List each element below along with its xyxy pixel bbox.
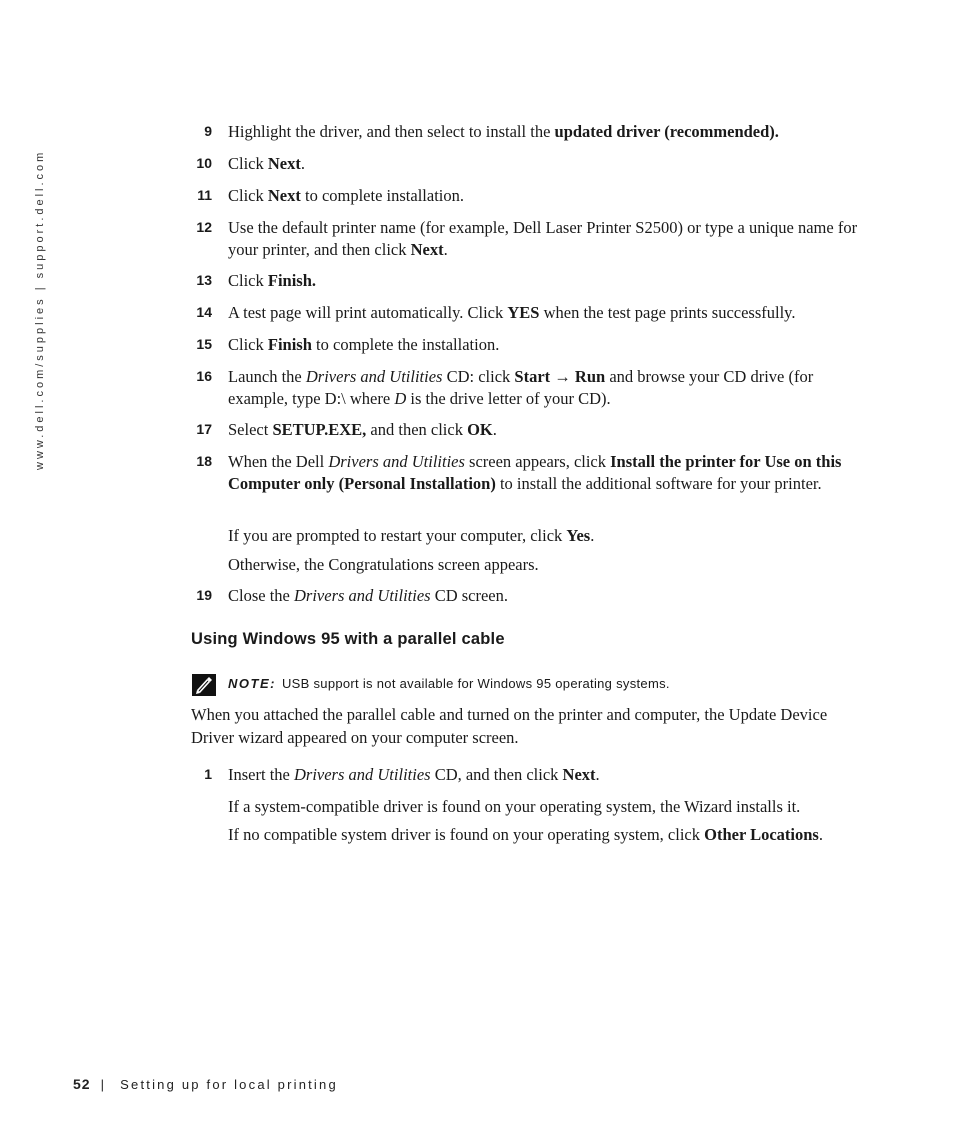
step-19 [196,585,858,607]
step-text: Click [228,335,268,354]
step-bold: Next [267,186,301,205]
step-text: Highlight the driver, and then select to install the [228,122,555,141]
step-text: and then click [366,420,468,439]
step-bold: YES [507,303,540,322]
step-text: Click [228,154,268,173]
step-text: is the drive letter of your CD). [406,388,611,408]
step-bold: Next [267,154,301,173]
note-text: USB support is not available for Windows 95 operating systems. [281,676,670,691]
step-text: Click [228,186,268,205]
step-text: when the test page prints successfully. [539,303,796,322]
section-heading: Using Windows 95 with a parallel cable [191,630,505,648]
step-text: . [595,765,600,784]
step-text: Use the default printer name (for example, Dell Laser Printer S2500) or type a unique name for your printer, and then click [228,218,858,259]
step-number: 11 [197,187,212,203]
step-10 [196,153,858,175]
step-text: and browse your CD drive (for example, type D:\ where [228,367,814,408]
step-text: CD: click [442,367,515,386]
step-number: 17 [196,421,212,437]
step-12 [196,217,858,260]
arrow-glyph: → [550,367,575,386]
step-text: to complete the installation. [311,335,500,354]
note-label: NOTE: [228,676,276,691]
note-pencil-icon [191,673,217,697]
step-bold: Finish [267,335,312,354]
step-text: Launch the [228,367,306,386]
footer-title: Setting up for local printing [120,1077,338,1092]
step-17 [196,419,858,441]
other-locations-paragraph [228,824,828,846]
para-bold: Other Locations [704,825,819,844]
step-italic: Drivers and Utilities [328,452,465,471]
step-bold: OK [467,420,493,439]
wizard-paragraph: If a system-compatible driver is found on your operating system, the Wizard installs it. [228,797,801,816]
step-text: A test page will print automatically. Click [228,303,508,322]
step-text: CD screen. [430,586,509,605]
step-number: 9 [204,123,212,139]
page-number: 52 [73,1076,91,1092]
step-number: 10 [196,155,212,171]
step-bold: Next [410,239,444,259]
step-bold: Next [562,765,596,784]
step-text: Click [228,271,268,290]
side-url-text: www.dell.com/supplies | support.dell.com [34,149,46,470]
body-paragraph: When you attached the parallel cable and turned on the printer and computer, the Update Device Driver wizard appeared on your computer screen. [191,705,828,747]
step-text: When the Dell [228,452,329,471]
step-bold: updated driver (recommended). [554,122,779,141]
step-number: 16 [196,368,212,384]
step-italic: Drivers and Utilities [305,367,443,386]
note-box [191,673,871,697]
step-text: to complete installation. [300,186,464,205]
para-text: If no compatible system driver is found on your operating system, click [228,825,705,844]
step-italic: Drivers and Utilities [294,586,431,605]
step-13 [196,270,858,292]
footer-separator: | [100,1077,107,1092]
step-bold: Finish. [267,271,317,290]
page-footer [73,1076,338,1092]
step-bold: SETUP.EXE, [272,420,367,439]
step-bold: Install the printer for Use on this Computer only (Personal Installation) [228,452,842,493]
step-bold: Start [514,367,551,386]
step-number: 13 [196,272,212,288]
step-15 [196,334,858,356]
congrats-paragraph: Otherwise, the Congratulations screen appears. [228,555,539,574]
step-text: . [300,154,305,173]
step-1 [204,764,858,786]
step-16 [196,366,858,409]
step-bold: Run [574,367,606,386]
step-9 [204,121,858,143]
step-text: . [443,239,448,259]
step-number: 1 [204,766,212,782]
step-text: Insert the [228,765,294,784]
step-number: 12 [196,219,212,235]
note-text-line [228,676,670,691]
step-text: Close the [228,586,294,605]
step-italic: D [394,388,407,408]
para-text: . [590,526,595,545]
step-text: to install the additional software for your printer. [495,473,822,493]
restart-paragraph [228,525,858,547]
step-14 [196,302,858,324]
step-number: 14 [196,304,212,320]
step-number: 15 [196,336,212,352]
para-bold: Yes [566,526,591,545]
step-italic: Drivers and Utilities [293,765,431,784]
step-text: screen appears, click [464,452,611,471]
step-18 [196,451,858,494]
step-11 [197,185,858,207]
step-text: CD, and then click [430,765,563,784]
step-text: Select [228,420,273,439]
step-number: 18 [196,453,212,469]
step-number: 19 [196,587,212,603]
step-text: . [492,420,497,439]
para-text: . [818,825,823,844]
para-text: If you are prompted to restart your computer, click [228,526,567,545]
